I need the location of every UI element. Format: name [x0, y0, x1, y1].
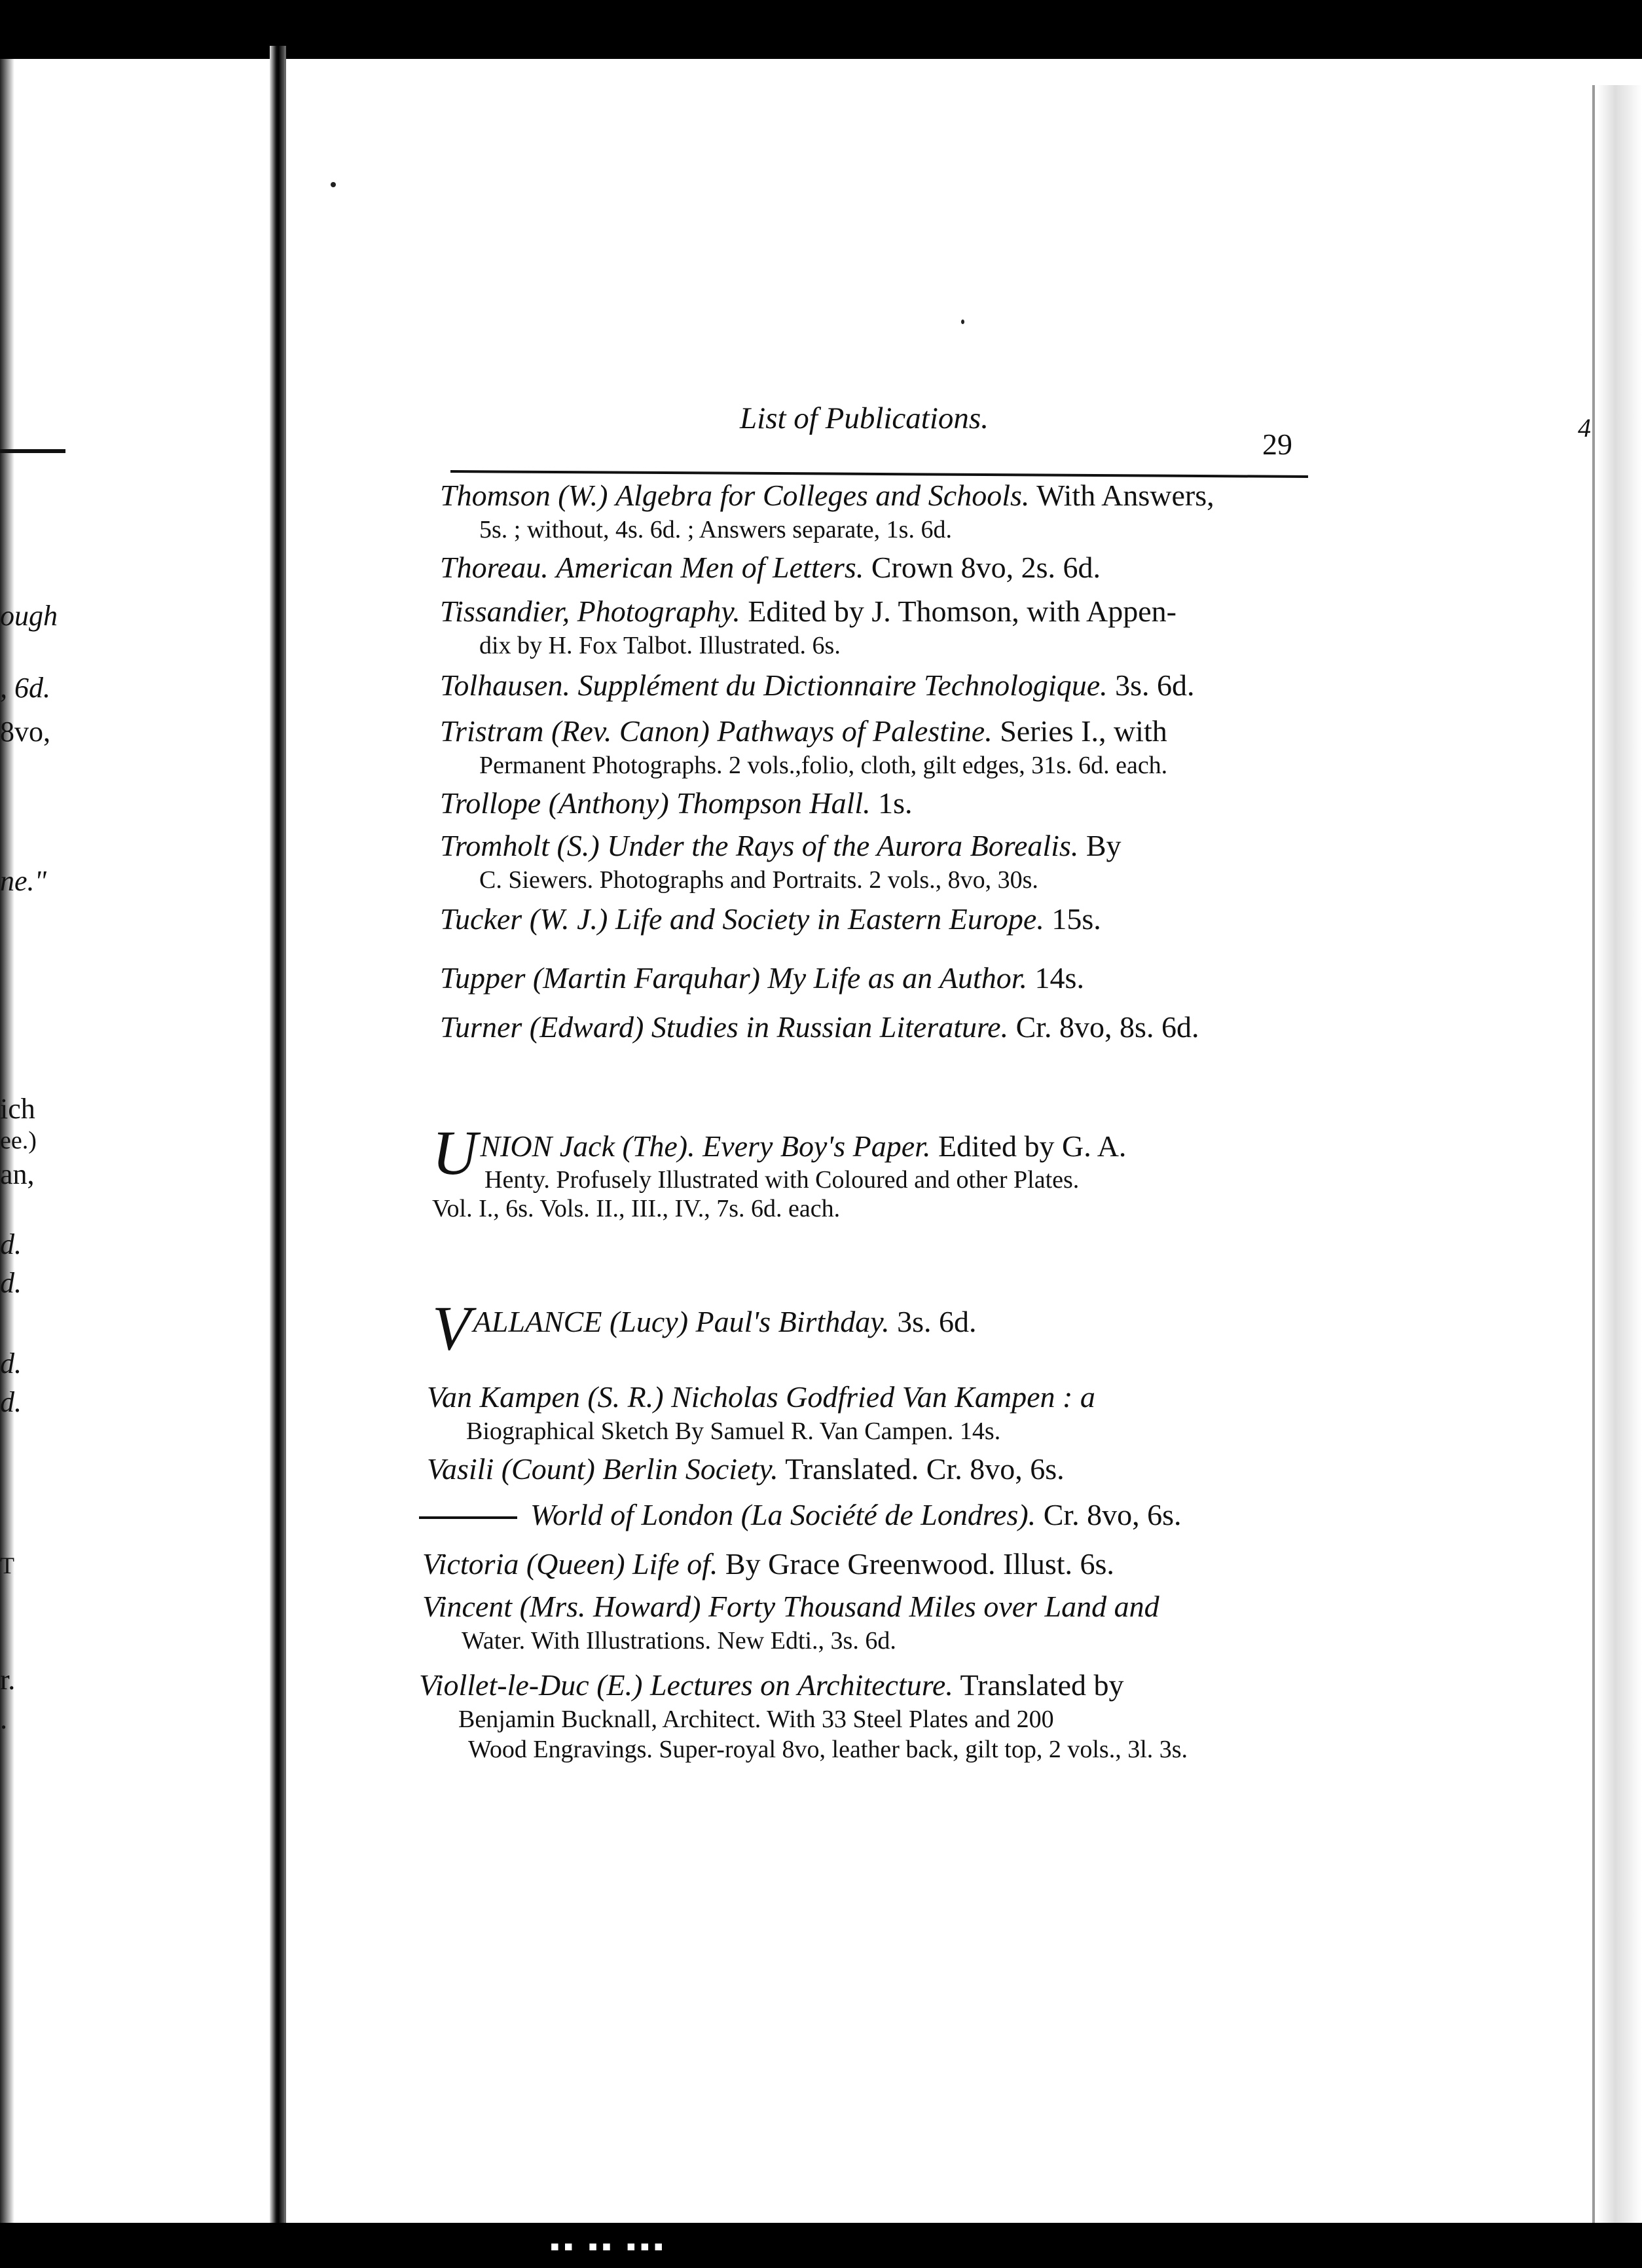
entry-tolhausen: [440, 667, 1311, 704]
entry-vallance: [432, 1293, 1309, 1363]
entry-title: Forty Thousand Miles over Land and: [708, 1590, 1159, 1623]
entry-trollope: [440, 784, 1311, 822]
entry-author: Van Kampen (S. R.): [427, 1380, 664, 1414]
left-page-rule: [0, 449, 65, 453]
entry-details: 3s. 6d.: [897, 1305, 977, 1338]
entry-title: Berlin Society.: [602, 1452, 778, 1486]
entry-author: Tromholt (S.): [440, 829, 600, 862]
entry-world-of-london: [419, 1496, 1290, 1534]
entry-tissandier: [440, 593, 1311, 661]
entry-details: Cr. 8vo, 8s. 6d.: [1015, 1010, 1199, 1044]
entry-author: Trollope (Anthony): [440, 786, 669, 820]
entry-van-kampen: [427, 1378, 1298, 1446]
page-edge-line: [1592, 85, 1595, 2223]
entry-title: Studies in Russian Literature.: [651, 1010, 1009, 1044]
entry-thoreau: [440, 549, 1311, 587]
entry-vasili: [427, 1450, 1298, 1488]
scan-bottom-border: [0, 2223, 1642, 2268]
entry-subline: Benjamin Bucknall, Architect. With 33 Steel Plates and 200: [458, 1706, 1054, 1733]
left-fragment: d.: [0, 1386, 22, 1418]
entry-author: Tupper (Martin Farquhar): [440, 961, 760, 995]
entry-tupper: [440, 959, 1311, 997]
entry-details: 14s.: [1034, 961, 1084, 995]
entry-victoria: [422, 1545, 1293, 1583]
dropcap-v: V: [432, 1293, 471, 1363]
entry-author: Tissandier,: [440, 594, 570, 628]
entry-author: ALLANCE (Lucy): [473, 1305, 689, 1338]
entry-details: 3s. 6d.: [1115, 668, 1195, 702]
entry-title: Paul's Birthday.: [695, 1305, 890, 1338]
entry-author: Turner (Edward): [440, 1010, 644, 1044]
entry-title: Pathways of Palestine.: [717, 714, 993, 748]
entry-details: By: [1086, 829, 1122, 862]
left-fragment: d.: [0, 1228, 22, 1260]
left-fragment: , 6d.: [0, 672, 50, 704]
entry-title: Life of.: [632, 1547, 718, 1581]
entry-title: Thompson Hall.: [676, 786, 871, 820]
entry-tristram: [440, 712, 1311, 780]
dropcap-u: U: [432, 1118, 478, 1188]
entry-details: By Grace Greenwood. Illust. 6s.: [725, 1547, 1114, 1581]
entry-turner: [440, 1008, 1311, 1046]
corner-mark: 4: [1578, 413, 1591, 443]
page-fore-edge: [1597, 85, 1642, 2223]
left-fragment: ne.": [0, 865, 47, 897]
entry-title: Supplément du Dictionnaire Technologique.: [577, 668, 1108, 702]
left-fragment: an,: [0, 1158, 35, 1190]
running-head: List of Publications.: [740, 401, 989, 435]
entry-title: Under the Rays of the Aurora Borealis.: [607, 829, 1079, 862]
left-fragment: ough: [0, 600, 58, 632]
entry-title: Photography.: [577, 594, 740, 628]
ink-speck: [961, 320, 964, 324]
bottom-specks: ▪▪ ▪▪ ▪▪▪: [550, 2232, 668, 2262]
entry-details: Edited by J. Thomson, with Appen-: [748, 594, 1177, 628]
page-number: 29: [1262, 428, 1292, 461]
entry-title: Algebra for Colleges and Schools.: [615, 479, 1030, 512]
left-fragment: d.: [0, 1267, 22, 1299]
entry-details: Translated by: [960, 1668, 1124, 1702]
book-spine: [270, 46, 284, 2223]
entry-author: NION Jack (The).: [480, 1129, 695, 1163]
entry-subline: Vol. I., 6s. Vols. II., III., IV., 7s. 6d. each.: [432, 1195, 841, 1222]
ink-speck: [331, 182, 336, 187]
entry-subline: Permanent Photographs. 2 vols.,folio, cloth, gilt edges, 31s. 6d. each.: [479, 752, 1168, 779]
entry-author: Tristram (Rev. Canon): [440, 714, 710, 748]
entry-title: Nicholas Godfried Van Kampen : a: [671, 1380, 1095, 1414]
entry-title: My Life as an Author.: [767, 961, 1028, 995]
ditto-dash: [419, 1516, 517, 1519]
entry-details: Cr. 8vo, 6s.: [1043, 1498, 1182, 1531]
entry-author: Tolhausen.: [440, 668, 570, 702]
left-fragment: ich: [0, 1093, 35, 1125]
entry-thomson: [440, 477, 1311, 545]
entry-subline: 5s. ; without, 4s. 6d. ; Answers separate, 1s. 6d.: [479, 516, 952, 543]
left-fragment: ee.): [0, 1127, 37, 1154]
entry-title: American Men of Letters.: [556, 551, 864, 584]
left-fragment: r.: [0, 1664, 16, 1696]
entry-title: World of London (La Société de Londres).: [530, 1498, 1036, 1531]
entry-details: 1s.: [878, 786, 913, 820]
entry-tromholt: [440, 827, 1311, 895]
entry-tucker: [440, 900, 1311, 938]
entry-details: Translated. Cr. 8vo, 6s.: [785, 1452, 1065, 1486]
entry-title: Every Boy's Paper.: [702, 1129, 931, 1163]
left-fragment: d.: [0, 1347, 22, 1380]
entry-details: Edited by G. A.: [938, 1129, 1127, 1163]
entry-author: Victoria (Queen): [422, 1547, 625, 1581]
left-fragment: T: [0, 1552, 14, 1579]
entry-details: Series I., with: [1000, 714, 1167, 748]
entry-author: Vasili (Count): [427, 1452, 595, 1486]
entry-details: 15s.: [1051, 902, 1101, 936]
entry-details: With Answers,: [1036, 479, 1214, 512]
left-fragment: .: [0, 1703, 7, 1735]
entry-subline: Water. With Illustrations. New Edti., 3s. 6d.: [462, 1627, 896, 1655]
entry-author: Vincent (Mrs. Howard): [422, 1590, 701, 1623]
entry-author: Thomson (W.): [440, 479, 608, 512]
entry-subline: Wood Engravings. Super-royal 8vo, leather back, gilt top, 2 vols., 3l. 3s.: [468, 1736, 1188, 1763]
left-fragment: 8vo,: [0, 716, 50, 748]
entry-union-jack: [432, 1118, 1309, 1223]
entry-subline: Biographical Sketch By Samuel R. Van Campen. 14s.: [466, 1418, 1001, 1445]
entry-subline: Henty. Profusely Illustrated with Coloured and other Plates.: [484, 1166, 1080, 1194]
entry-title: Lectures on Architecture.: [649, 1668, 953, 1702]
entry-subline: C. Siewers. Photographs and Portraits. 2 vols., 8vo, 30s.: [479, 866, 1038, 894]
entry-viollet-le-duc: [419, 1666, 1290, 1765]
entry-title: Life and Society in Eastern Europe.: [615, 902, 1044, 936]
entry-subline: dix by H. Fox Talbot. Illustrated. 6s.: [479, 632, 841, 659]
entry-vincent: [422, 1588, 1293, 1656]
entry-details: Crown 8vo, 2s. 6d.: [871, 551, 1101, 584]
entry-author: Thoreau.: [440, 551, 549, 584]
entry-author: Tucker (W. J.): [440, 902, 608, 936]
entry-author: Viollet-le-Duc (E.): [419, 1668, 643, 1702]
